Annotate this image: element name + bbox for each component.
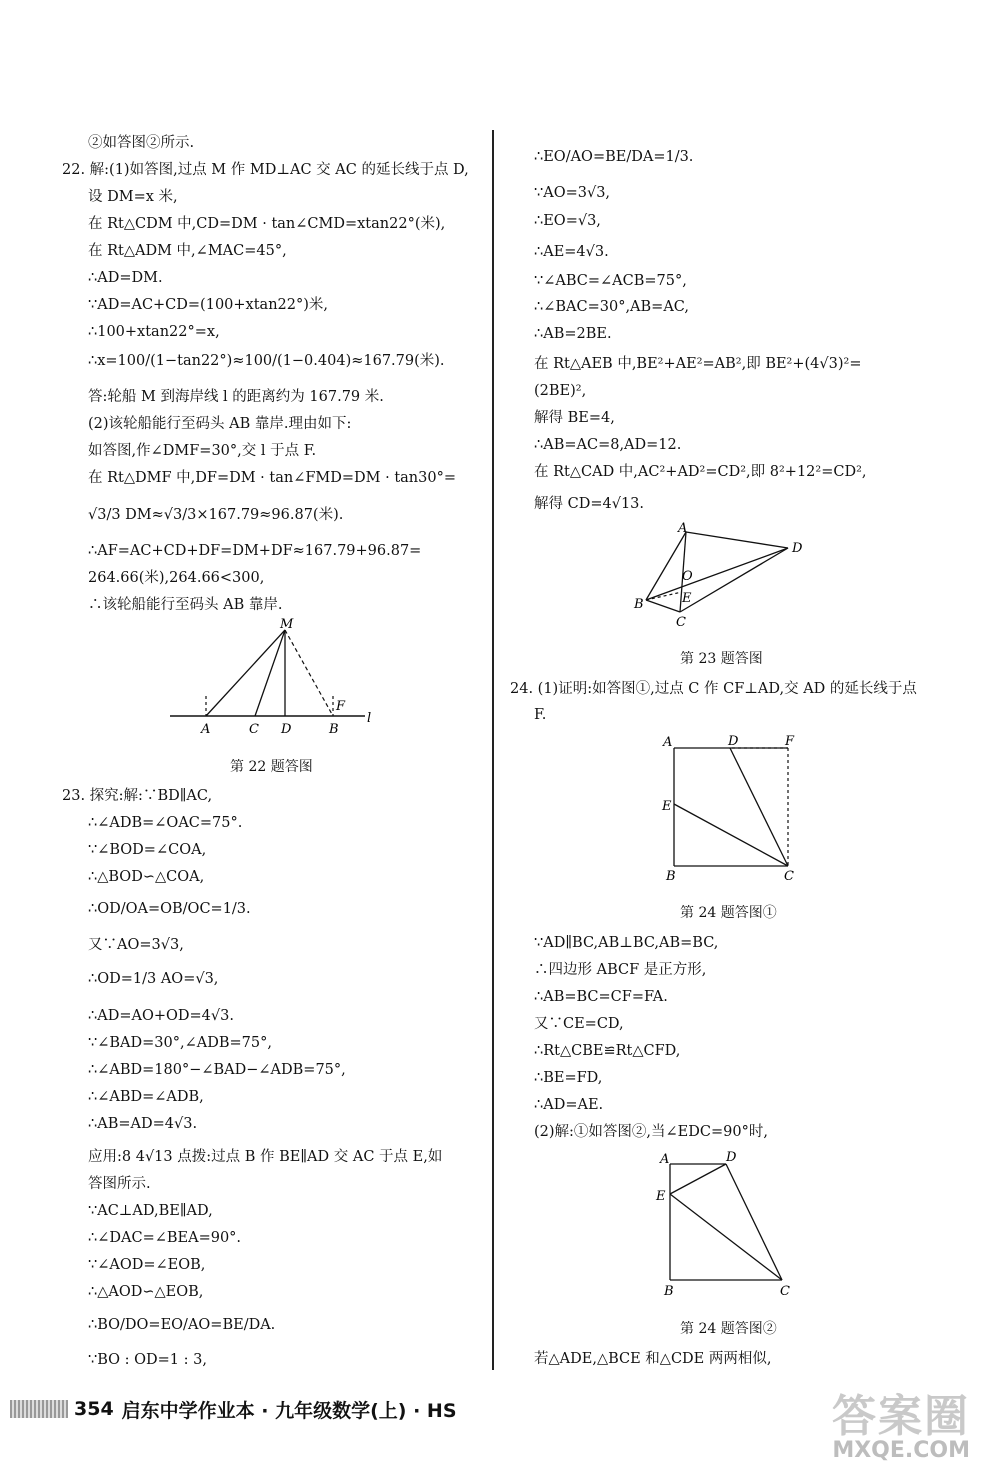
label-M: M	[280, 618, 294, 632]
text-line: ∴EO/AO=BE/DA=1/3.	[534, 149, 694, 165]
text-line: 答:轮船 M 到海岸线 l 的距离约为 167.79 米.	[88, 389, 384, 405]
text-line: 若△ADE,△BCE 和△CDE 两两相似,	[534, 1351, 772, 1367]
label-D: D	[281, 722, 292, 737]
text-line: ∴∠ABD=180°−∠BAD−∠ADB=75°,	[88, 1062, 346, 1078]
text-line: 在 Rt△CDM 中,CD=DM · tan∠CMD=xtan22°(米),	[88, 216, 446, 232]
label-A: A	[201, 722, 211, 737]
text-line: 24. (1)证明:如答图①,过点 C 作 CF⊥AD,交 AD 的延长线于点	[510, 681, 917, 697]
text-line: ∵AD∥BC,AB⊥BC,AB=BC,	[534, 935, 719, 951]
text-line: ∵AC⊥AD,BE∥AD,	[88, 1203, 213, 1219]
text-line: 如答图,作∠DMF=30°,交 l 于点 F.	[88, 443, 317, 459]
text-line: ∴x=100/(1−tan22°)≈100/(1−0.404)≈167.79(米).	[88, 353, 445, 369]
text-line: 解得 BE=4,	[534, 410, 615, 426]
label-B: B	[634, 597, 644, 612]
figure-23	[620, 520, 820, 630]
text-line: (2BE)²,	[534, 383, 587, 399]
text-line: ∵AD=AC+CD=(100+xtan22°)米,	[88, 297, 328, 313]
text-line: ∴OD=1/3 AO=√3,	[88, 971, 219, 987]
figure-caption: 第 23 题答图	[680, 651, 763, 667]
footer-stripe	[10, 1400, 68, 1418]
label-D: D	[728, 734, 739, 749]
text-line: ∴BO/DO=EO/AO=BE/DA.	[88, 1317, 276, 1333]
figure-22	[160, 618, 400, 740]
label-E: E	[662, 799, 672, 814]
text-line: ∴AB=BC=CF=FA.	[534, 989, 668, 1005]
text-line: 在 Rt△DMF 中,DF=DM · tan∠FMD=DM · tan30°=	[88, 470, 456, 486]
text-line: ∴AE=4√3.	[534, 244, 609, 260]
page-footer	[10, 1396, 457, 1422]
watermark-url: MXQE.COM	[832, 1438, 970, 1463]
text-line: ②如答图②所示.	[88, 135, 195, 151]
text-line: ∴△BOD∽△COA,	[88, 869, 205, 885]
text-line: (2)该轮船能行至码头 AB 靠岸.理由如下:	[88, 416, 352, 432]
text-line: ∵∠ABC=∠ACB=75°,	[534, 273, 687, 289]
text-line: ∵BO : OD=1 : 3,	[88, 1352, 207, 1368]
figure-24-1	[658, 732, 808, 882]
text-line: ∴AB=2BE.	[534, 326, 612, 342]
text-line: ∴AD=AO+OD=4√3.	[88, 1008, 234, 1024]
figure-caption: 第 24 题答图②	[680, 1321, 777, 1337]
text-line: ∴∠BAC=30°,AB=AC,	[534, 299, 689, 315]
label-C: C	[780, 1284, 790, 1298]
label-O: O	[682, 569, 693, 584]
book-title: 启东中学作业本 · 九年级数学(上) · HS	[121, 1399, 457, 1422]
text-line: ∴BE=FD,	[534, 1070, 603, 1086]
text-line: 在 Rt△CAD 中,AC²+AD²=CD²,即 8²+12²=CD²,	[534, 464, 867, 480]
text-line: 在 Rt△ADM 中,∠MAC=45°,	[88, 243, 287, 259]
label-E: E	[656, 1189, 666, 1204]
text-line: F.	[534, 707, 547, 723]
text-line: ∴∠ABD=∠ADB,	[88, 1089, 204, 1105]
label-B: B	[664, 1284, 674, 1298]
text-line: ∴AB=AD=4√3.	[88, 1116, 198, 1132]
text-line: ∴AB=AC=8,AD=12.	[534, 437, 682, 453]
figure-caption: 第 22 题答图	[230, 759, 313, 775]
text-line: ∵AO=3√3,	[534, 185, 611, 201]
text-line: 应用:8 4√13 点拨:过点 B 作 BE∥AD 交 AC 于点 E,如	[88, 1149, 443, 1165]
label-l: l	[367, 711, 372, 726]
text-line: 22. 解:(1)如答图,过点 M 作 MD⊥AC 交 AC 的延长线于点 D,	[62, 162, 469, 178]
label-D: D	[792, 541, 803, 556]
label-E: E	[682, 591, 692, 606]
label-D: D	[726, 1150, 737, 1165]
text-line: ∴该轮船能行至码头 AB 靠岸.	[88, 597, 283, 613]
label-A: A	[660, 1152, 670, 1167]
label-C: C	[676, 615, 686, 630]
text-line: 解得 CD=4√13.	[534, 496, 645, 512]
watermark-logo: 答案圈	[832, 1391, 970, 1442]
text-line: 答图所示.	[88, 1176, 151, 1192]
text-line: ∴四边形 ABCF 是正方形,	[534, 962, 707, 978]
figure-caption: 第 24 题答图①	[680, 905, 777, 921]
text-line: 设 DM=x 米,	[88, 189, 178, 205]
label-C: C	[784, 869, 794, 882]
text-line: 23. 探究:解:∵BD∥AC,	[62, 788, 213, 804]
text-line: ∴EO=√3,	[534, 213, 601, 229]
text-line: ∴Rt△CBE≌Rt△CFD,	[534, 1043, 681, 1059]
text-line: ∴AD=DM.	[88, 270, 163, 286]
text-line: √3/3 DM≈√3/3×167.79≈96.87(米).	[88, 507, 344, 523]
text-line: ∴∠DAC=∠BEA=90°.	[88, 1230, 242, 1246]
label-B: B	[329, 722, 339, 737]
column-divider	[492, 130, 494, 1370]
text-line: ∴∠ADB=∠OAC=75°.	[88, 815, 243, 831]
text-line: 264.66(米),264.66<300,	[88, 570, 265, 586]
text-line: (2)解:①如答图②,当∠EDC=90°时,	[534, 1124, 768, 1140]
text-line: 在 Rt△AEB 中,BE²+AE²=AB²,即 BE²+(4√3)²=	[534, 356, 862, 372]
text-line: ∴AF=AC+CD+DF=DM+DF≈167.79+96.87=	[88, 543, 422, 559]
text-line: ∴OD/OA=OB/OC=1/3.	[88, 901, 251, 917]
label-A: A	[663, 735, 673, 750]
figure-24-2	[650, 1148, 800, 1298]
text-line: ∴100+xtan22°=x,	[88, 324, 220, 340]
text-line: ∵∠BAD=30°,∠ADB=75°,	[88, 1035, 272, 1051]
text-line: 又∵CE=CD,	[534, 1016, 624, 1032]
label-B: B	[666, 869, 676, 882]
label-A: A	[678, 521, 688, 536]
text-line: 又∵AO=3√3,	[88, 937, 184, 953]
text-line: ∵∠AOD=∠EOB,	[88, 1257, 206, 1273]
text-line: ∴AD=AE.	[534, 1097, 604, 1113]
label-C: C	[249, 722, 259, 737]
page-number: 354	[74, 1398, 114, 1420]
text-line: ∵∠BOD=∠COA,	[88, 842, 207, 858]
text-line: ∴△AOD∽△EOB,	[88, 1284, 204, 1300]
label-F: F	[336, 699, 346, 714]
label-F: F	[785, 734, 795, 749]
